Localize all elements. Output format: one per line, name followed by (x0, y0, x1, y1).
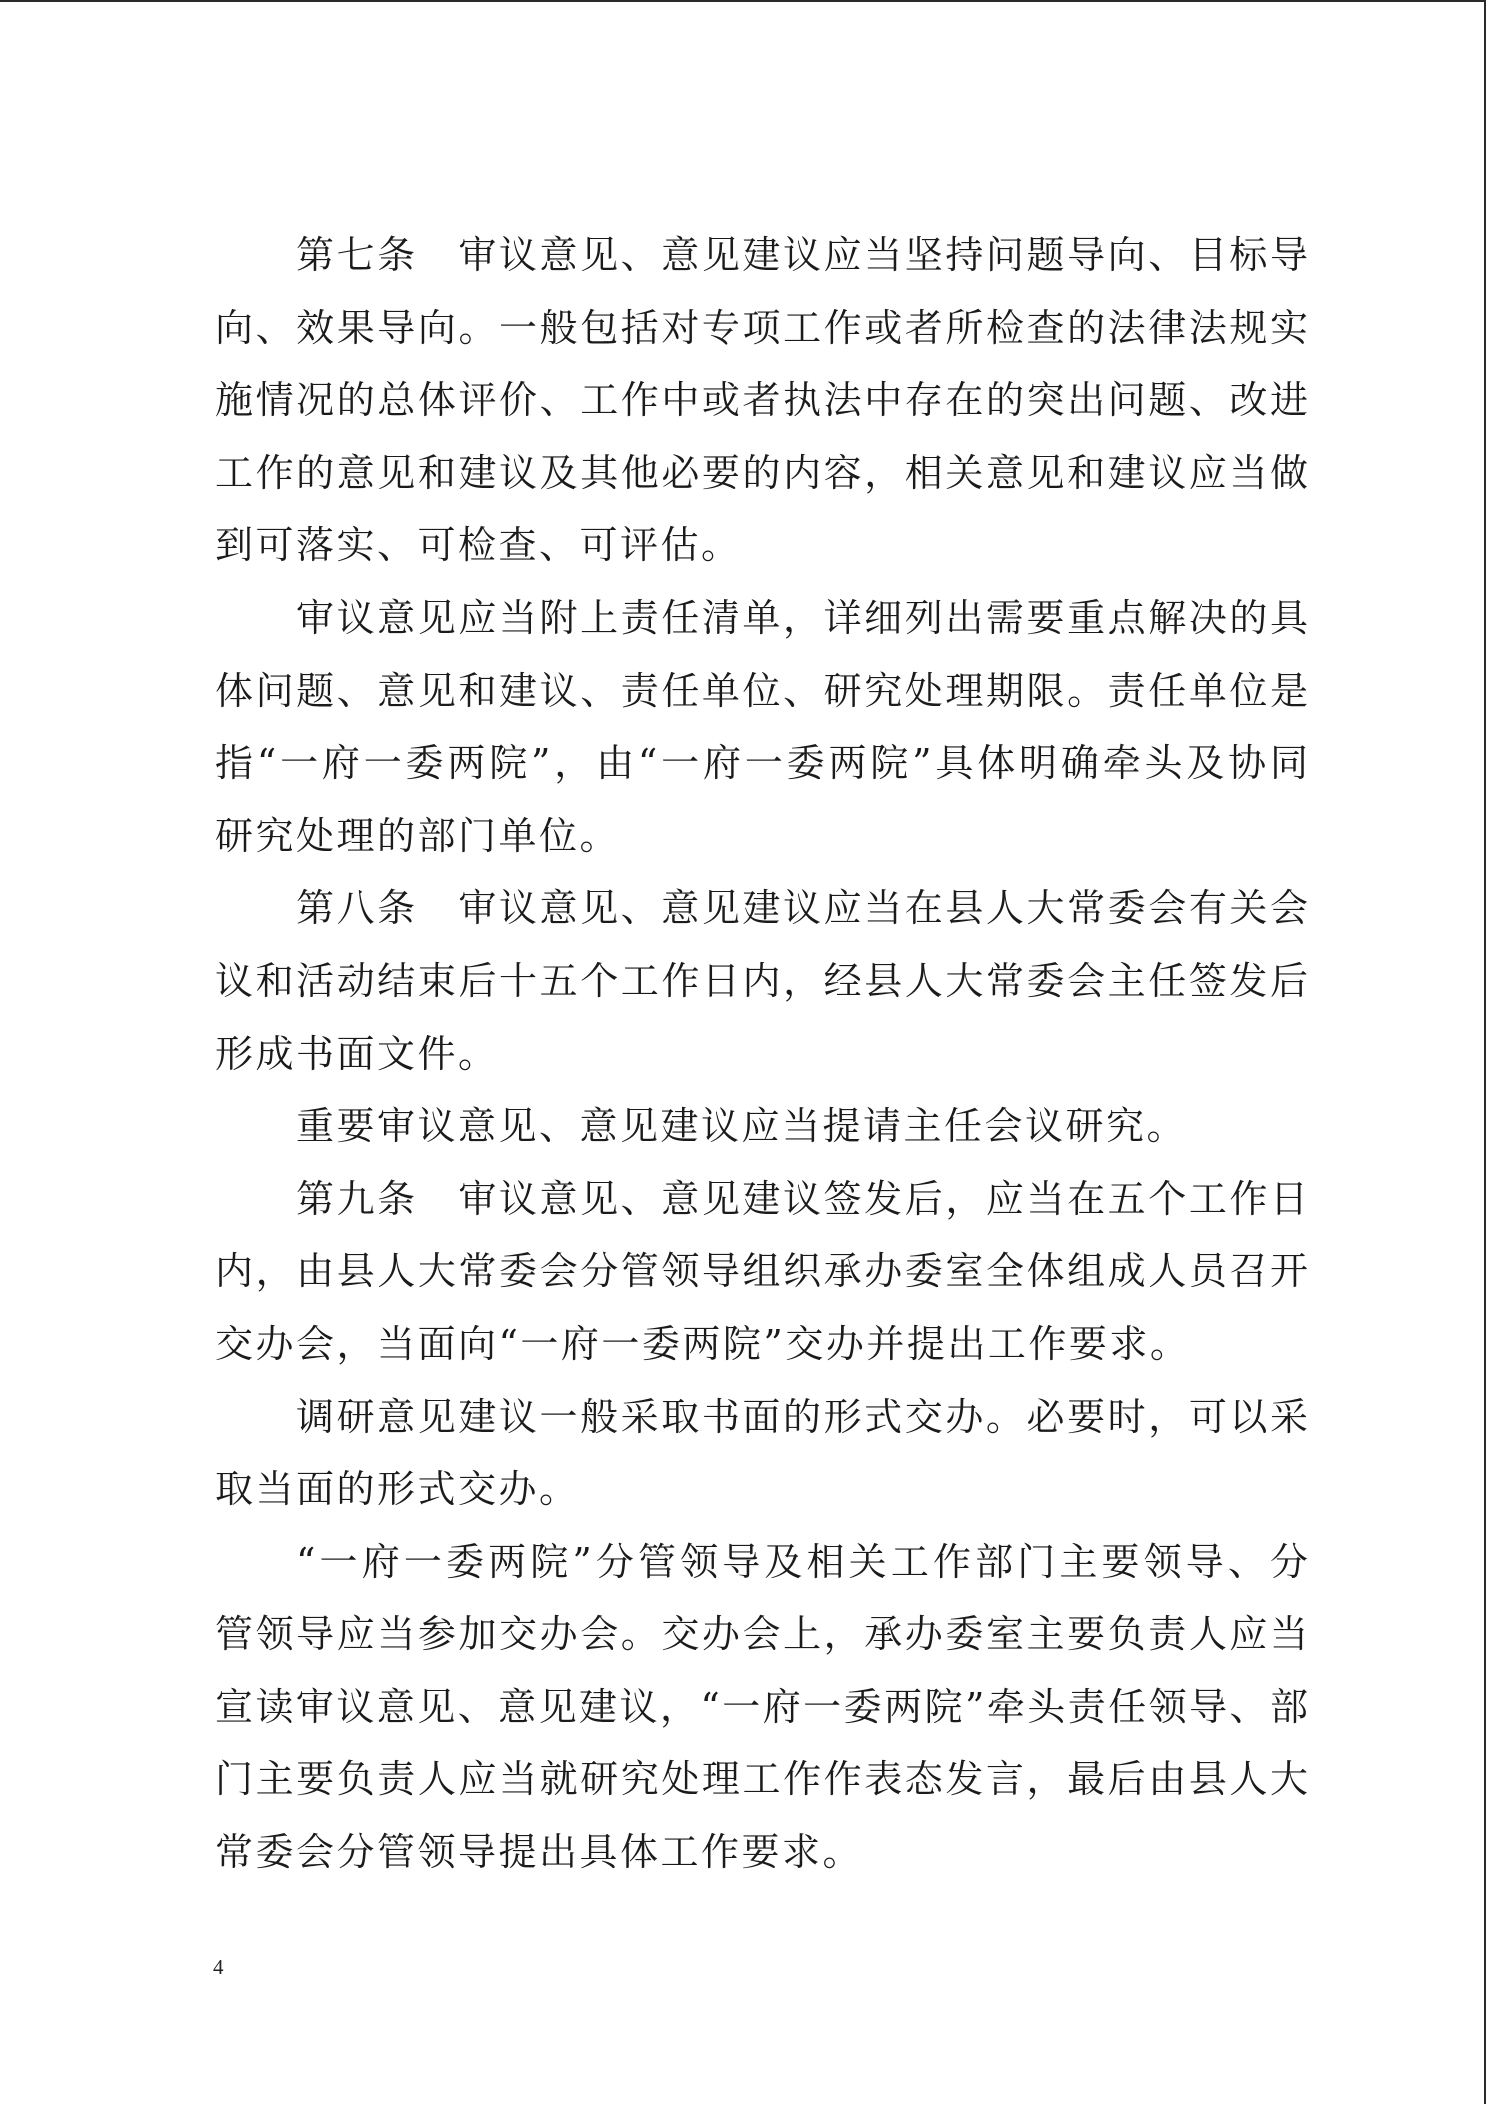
text-line: 交办会，当面向“一府一委两院”交办并提出工作要求。 (215, 1321, 1191, 1366)
text-line: 工作的意见和建议及其他必要的内容，相关意见和建议应当做 (215, 450, 1308, 495)
paragraph-handover-meeting (215, 1526, 1308, 1889)
text-line: 研究处理的部门单位。 (215, 813, 621, 858)
text-line: 调研意见建议一般采取书面的形式交办。必要时，可以采 (296, 1394, 1308, 1439)
text-line: 议和活动结束后十五个工作日内，经县人大常委会主任签发后 (215, 958, 1308, 1003)
text-line: 宣读审议意见、意见建议，“一府一委两院”牵头责任领导、部 (215, 1684, 1308, 1729)
paragraph-important-opinions (215, 1090, 1308, 1163)
text-line: 管领导应当参加交办会。交办会上，承办委室主要负责人应当 (215, 1612, 1308, 1657)
text-line: 取当面的形式交办。 (215, 1467, 580, 1512)
text-line: “一府一委两院”分管领导及相关工作部门主要领导、分 (296, 1539, 1308, 1584)
page-number: 4 (213, 1955, 224, 1979)
text-line: 重要审议意见、意见建议应当提请主任会议研究。 (296, 1104, 1188, 1149)
text-line: 向、效果导向。一般包括对专项工作或者所检查的法律法规实 (215, 305, 1308, 350)
text-line: 内，由县人大常委会分管领导组织承办委室全体组成人员召开 (215, 1249, 1308, 1294)
text-line: 第七条 审议意见、意见建议应当坚持问题导向、目标导 (296, 233, 1308, 277)
text-line: 指“一府一委两院”，由“一府一委两院”具体明确牵头及协同 (215, 741, 1308, 786)
text-line: 门主要负责人应当就研究处理工作作表态发言，最后由县人大 (215, 1757, 1308, 1802)
document-body (215, 219, 1308, 1889)
paragraph-research-opinions (215, 1381, 1308, 1526)
text-line: 第八条 审议意见、意见建议应当在县人大常委会有关会 (296, 886, 1308, 931)
text-line: 形成书面文件。 (215, 1031, 499, 1076)
paragraph-article-7 (215, 219, 1308, 582)
text-line: 体问题、意见和建议、责任单位、研究处理期限。责任单位是 (215, 668, 1308, 713)
paragraph-article-8 (215, 872, 1308, 1090)
text-line: 到可落实、可检查、可评估。 (215, 523, 742, 568)
text-line: 常委会分管领导提出具体工作要求。 (215, 1830, 864, 1875)
text-line: 第九条 审议意见、意见建议签发后，应当在五个工作日 (296, 1176, 1308, 1221)
paragraph-article-9 (215, 1163, 1308, 1381)
paragraph-responsibility-list (215, 582, 1308, 872)
text-line: 施情况的总体评价、工作中或者执法中存在的突出问题、改进 (215, 378, 1308, 423)
text-line: 审议意见应当附上责任清单，详细列出需要重点解决的具 (296, 595, 1308, 640)
